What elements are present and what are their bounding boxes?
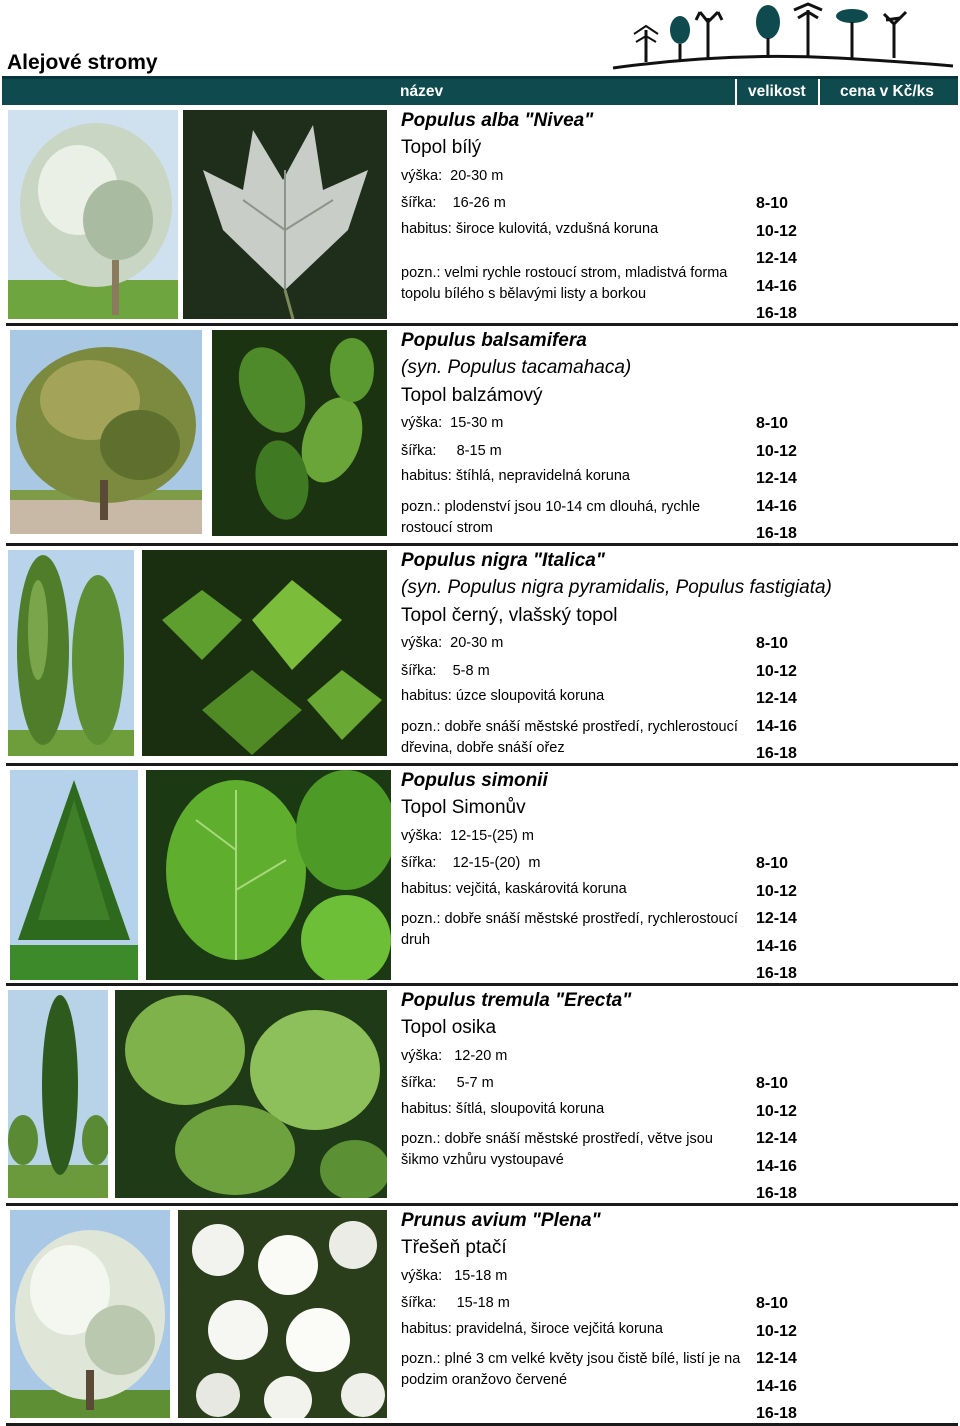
height-label: výška: <box>401 415 443 431</box>
synonym: (syn. Populus tacamahaca) <box>401 357 632 378</box>
habit-value: pravidelná, široce vejčitá koruna <box>455 1321 663 1337</box>
width-row <box>401 443 502 459</box>
size-item: 8-10 <box>756 195 789 212</box>
blossom-photo <box>178 1210 387 1418</box>
header-price: cena v Kč/ks <box>840 83 934 100</box>
leaf-photo <box>115 990 387 1198</box>
height-label: výška: <box>401 1048 443 1064</box>
height-label: výška: <box>401 635 443 651</box>
size-item: 8-10 <box>756 1075 789 1092</box>
size-list <box>756 1074 797 1212</box>
height-row <box>401 415 503 431</box>
latin-name: Populus tremula "Erecta" <box>401 990 632 1011</box>
leaf-photo <box>183 110 387 319</box>
size-item: 12-14 <box>756 470 797 487</box>
note-label: pozn.: <box>401 1131 441 1147</box>
size-item: 10-12 <box>756 882 797 900</box>
note-row <box>401 497 741 539</box>
size-list <box>756 634 797 772</box>
habit-value: šítlá, sloupovitá koruna <box>455 1101 605 1117</box>
size-item: 14-16 <box>756 277 797 295</box>
habit-row <box>401 221 658 237</box>
tree-row <box>0 326 960 546</box>
width-label: šířka: <box>401 195 437 211</box>
width-value: 5-7 m <box>456 1075 494 1091</box>
table-header <box>2 76 958 105</box>
width-value: 12-15-(20) m <box>452 855 541 871</box>
height-row <box>401 635 503 651</box>
note-row <box>401 263 741 305</box>
size-item: 14-16 <box>756 497 797 515</box>
tree-photo <box>8 550 134 756</box>
note-label: pozn.: <box>401 1351 441 1367</box>
width-value: 16-26 m <box>452 195 506 211</box>
size-item: 14-16 <box>756 717 797 735</box>
size-item: 16-18 <box>756 745 797 762</box>
leaf-photo <box>212 330 387 536</box>
common-name: Topol Simonův <box>401 797 526 818</box>
note-label: pozn.: <box>401 911 441 927</box>
size-item: 8-10 <box>756 635 789 652</box>
size-list <box>756 194 797 332</box>
size-item: 14-16 <box>756 1157 797 1175</box>
width-row <box>401 1075 494 1091</box>
note-row <box>401 717 741 759</box>
note-row <box>401 909 741 951</box>
height-row <box>401 168 503 184</box>
size-item: 12-14 <box>756 1130 797 1147</box>
habit-value: úzce sloupovitá koruna <box>455 688 605 704</box>
leaf-photo <box>142 550 387 756</box>
size-item: 16-18 <box>756 525 797 542</box>
habit-label: habitus: <box>401 1101 452 1117</box>
size-list <box>756 1294 797 1426</box>
size-item: 10-12 <box>756 222 797 240</box>
header-name: název <box>400 83 444 100</box>
note-value: dobře snáší městské prostředí, větve jsou šikmo vzhůru vystoupavé <box>401 1131 713 1168</box>
size-item: 10-12 <box>756 1102 797 1120</box>
width-label: šířka: <box>401 855 437 871</box>
latin-name: Populus alba "Nivea" <box>401 110 594 131</box>
height-label: výška: <box>401 1268 443 1284</box>
width-value: 15-18 m <box>456 1295 510 1311</box>
width-label: šířka: <box>401 1295 437 1311</box>
size-item: 12-14 <box>756 910 797 927</box>
tree-photo <box>8 110 178 319</box>
habit-value: štíhlá, nepravidelná koruna <box>455 468 630 484</box>
habit-label: habitus: <box>401 221 452 237</box>
size-item: 8-10 <box>756 855 789 872</box>
tree-photo <box>10 770 138 980</box>
habit-value: široce kulovitá, vzdušná koruna <box>455 221 659 237</box>
width-row <box>401 1295 510 1311</box>
synonym: (syn. Populus nigra pyramidalis, Populus fastigiata) <box>401 577 832 598</box>
size-item: 8-10 <box>756 1295 789 1312</box>
size-item: 16-18 <box>756 965 797 982</box>
tree-photo <box>10 1210 170 1418</box>
width-label: šířka: <box>401 1075 437 1091</box>
common-name: Topol balzámový <box>401 385 543 406</box>
width-row <box>401 855 540 871</box>
habit-row <box>401 881 627 897</box>
width-label: šířka: <box>401 443 437 459</box>
note-label: pozn.: <box>401 719 441 735</box>
habit-row <box>401 688 604 704</box>
size-item: 16-18 <box>756 1185 797 1202</box>
height-value: 20-30 m <box>450 168 504 184</box>
note-value: dobře snáší městské prostředí, rychlerostoucí dřevina, dobře snáší ořez <box>401 719 738 756</box>
size-item: 16-18 <box>756 305 797 322</box>
tree-photo <box>8 990 108 1198</box>
note-value: velmi rychle rostoucí strom, mladistvá forma topolu bílého s bělavými listy a borkou <box>401 265 728 302</box>
height-value: 15-18 m <box>454 1268 508 1284</box>
size-item: 10-12 <box>756 662 797 680</box>
habit-row <box>401 1321 663 1337</box>
tree-row <box>0 1206 960 1426</box>
common-name: Topol osika <box>401 1017 497 1038</box>
height-value: 15-30 m <box>450 415 504 431</box>
size-list <box>756 414 797 552</box>
size-item: 10-12 <box>756 1322 797 1340</box>
width-value: 8-15 m <box>456 443 502 459</box>
height-row <box>401 828 534 844</box>
leaf-photo <box>146 770 391 980</box>
latin-name: Populus nigra "Italica" <box>401 550 605 571</box>
size-item: 14-16 <box>756 937 797 955</box>
tree-row <box>0 106 960 326</box>
header-size: velikost <box>748 83 806 100</box>
size-list <box>756 854 797 992</box>
tree-photo <box>10 330 202 534</box>
latin-name: Populus simonii <box>401 770 548 791</box>
note-label: pozn.: <box>401 499 441 515</box>
page-title: Alejové stromy <box>7 51 158 74</box>
note-label: pozn.: <box>401 265 441 281</box>
width-value: 5-8 m <box>452 663 490 679</box>
habit-label: habitus: <box>401 468 452 484</box>
size-item: 12-14 <box>756 1350 797 1367</box>
width-label: šířka: <box>401 663 437 679</box>
common-name: Topol černý, vlašský topol <box>401 605 618 626</box>
tree-row <box>0 986 960 1206</box>
latin-name: Populus balsamifera <box>401 330 587 351</box>
width-row <box>401 195 506 211</box>
note-value: dobře snáší městské prostředí, rychlerostoucí druh <box>401 911 738 948</box>
height-label: výška: <box>401 828 443 844</box>
habit-label: habitus: <box>401 881 452 897</box>
tree-row <box>0 766 960 986</box>
latin-name: Prunus avium "Plena" <box>401 1210 601 1231</box>
height-value: 20-30 m <box>450 635 504 651</box>
header-separator <box>735 79 737 108</box>
size-item: 16-18 <box>756 1405 797 1422</box>
note-row <box>401 1349 741 1391</box>
note-value: plodenství jsou 10-14 cm dlouhá, rychle rostoucí strom <box>401 499 701 536</box>
habit-label: habitus: <box>401 688 452 704</box>
size-item: 10-12 <box>756 442 797 460</box>
size-item: 8-10 <box>756 415 789 432</box>
habit-row <box>401 468 630 484</box>
common-name: Třešeň ptačí <box>401 1237 507 1258</box>
note-row <box>401 1129 741 1171</box>
size-item: 12-14 <box>756 690 797 707</box>
height-value: 12-20 m <box>454 1048 508 1064</box>
size-item: 14-16 <box>756 1377 797 1395</box>
tree-row <box>0 546 960 766</box>
height-row <box>401 1048 507 1064</box>
trees-logo <box>608 0 958 74</box>
habit-row <box>401 1101 604 1117</box>
habit-value: vejčitá, kaskárovitá koruna <box>455 881 627 897</box>
habit-label: habitus: <box>401 1321 452 1337</box>
common-name: Topol bílý <box>401 137 482 158</box>
header-separator <box>818 79 820 108</box>
size-item: 12-14 <box>756 250 797 267</box>
width-row <box>401 663 490 679</box>
note-value: plné 3 cm velké květy jsou čistě bílé, listí je na podzim oranžovo červené <box>401 1351 741 1388</box>
height-row <box>401 1268 507 1284</box>
height-label: výška: <box>401 168 443 184</box>
height-value: 12-15-(25) m <box>450 828 534 844</box>
